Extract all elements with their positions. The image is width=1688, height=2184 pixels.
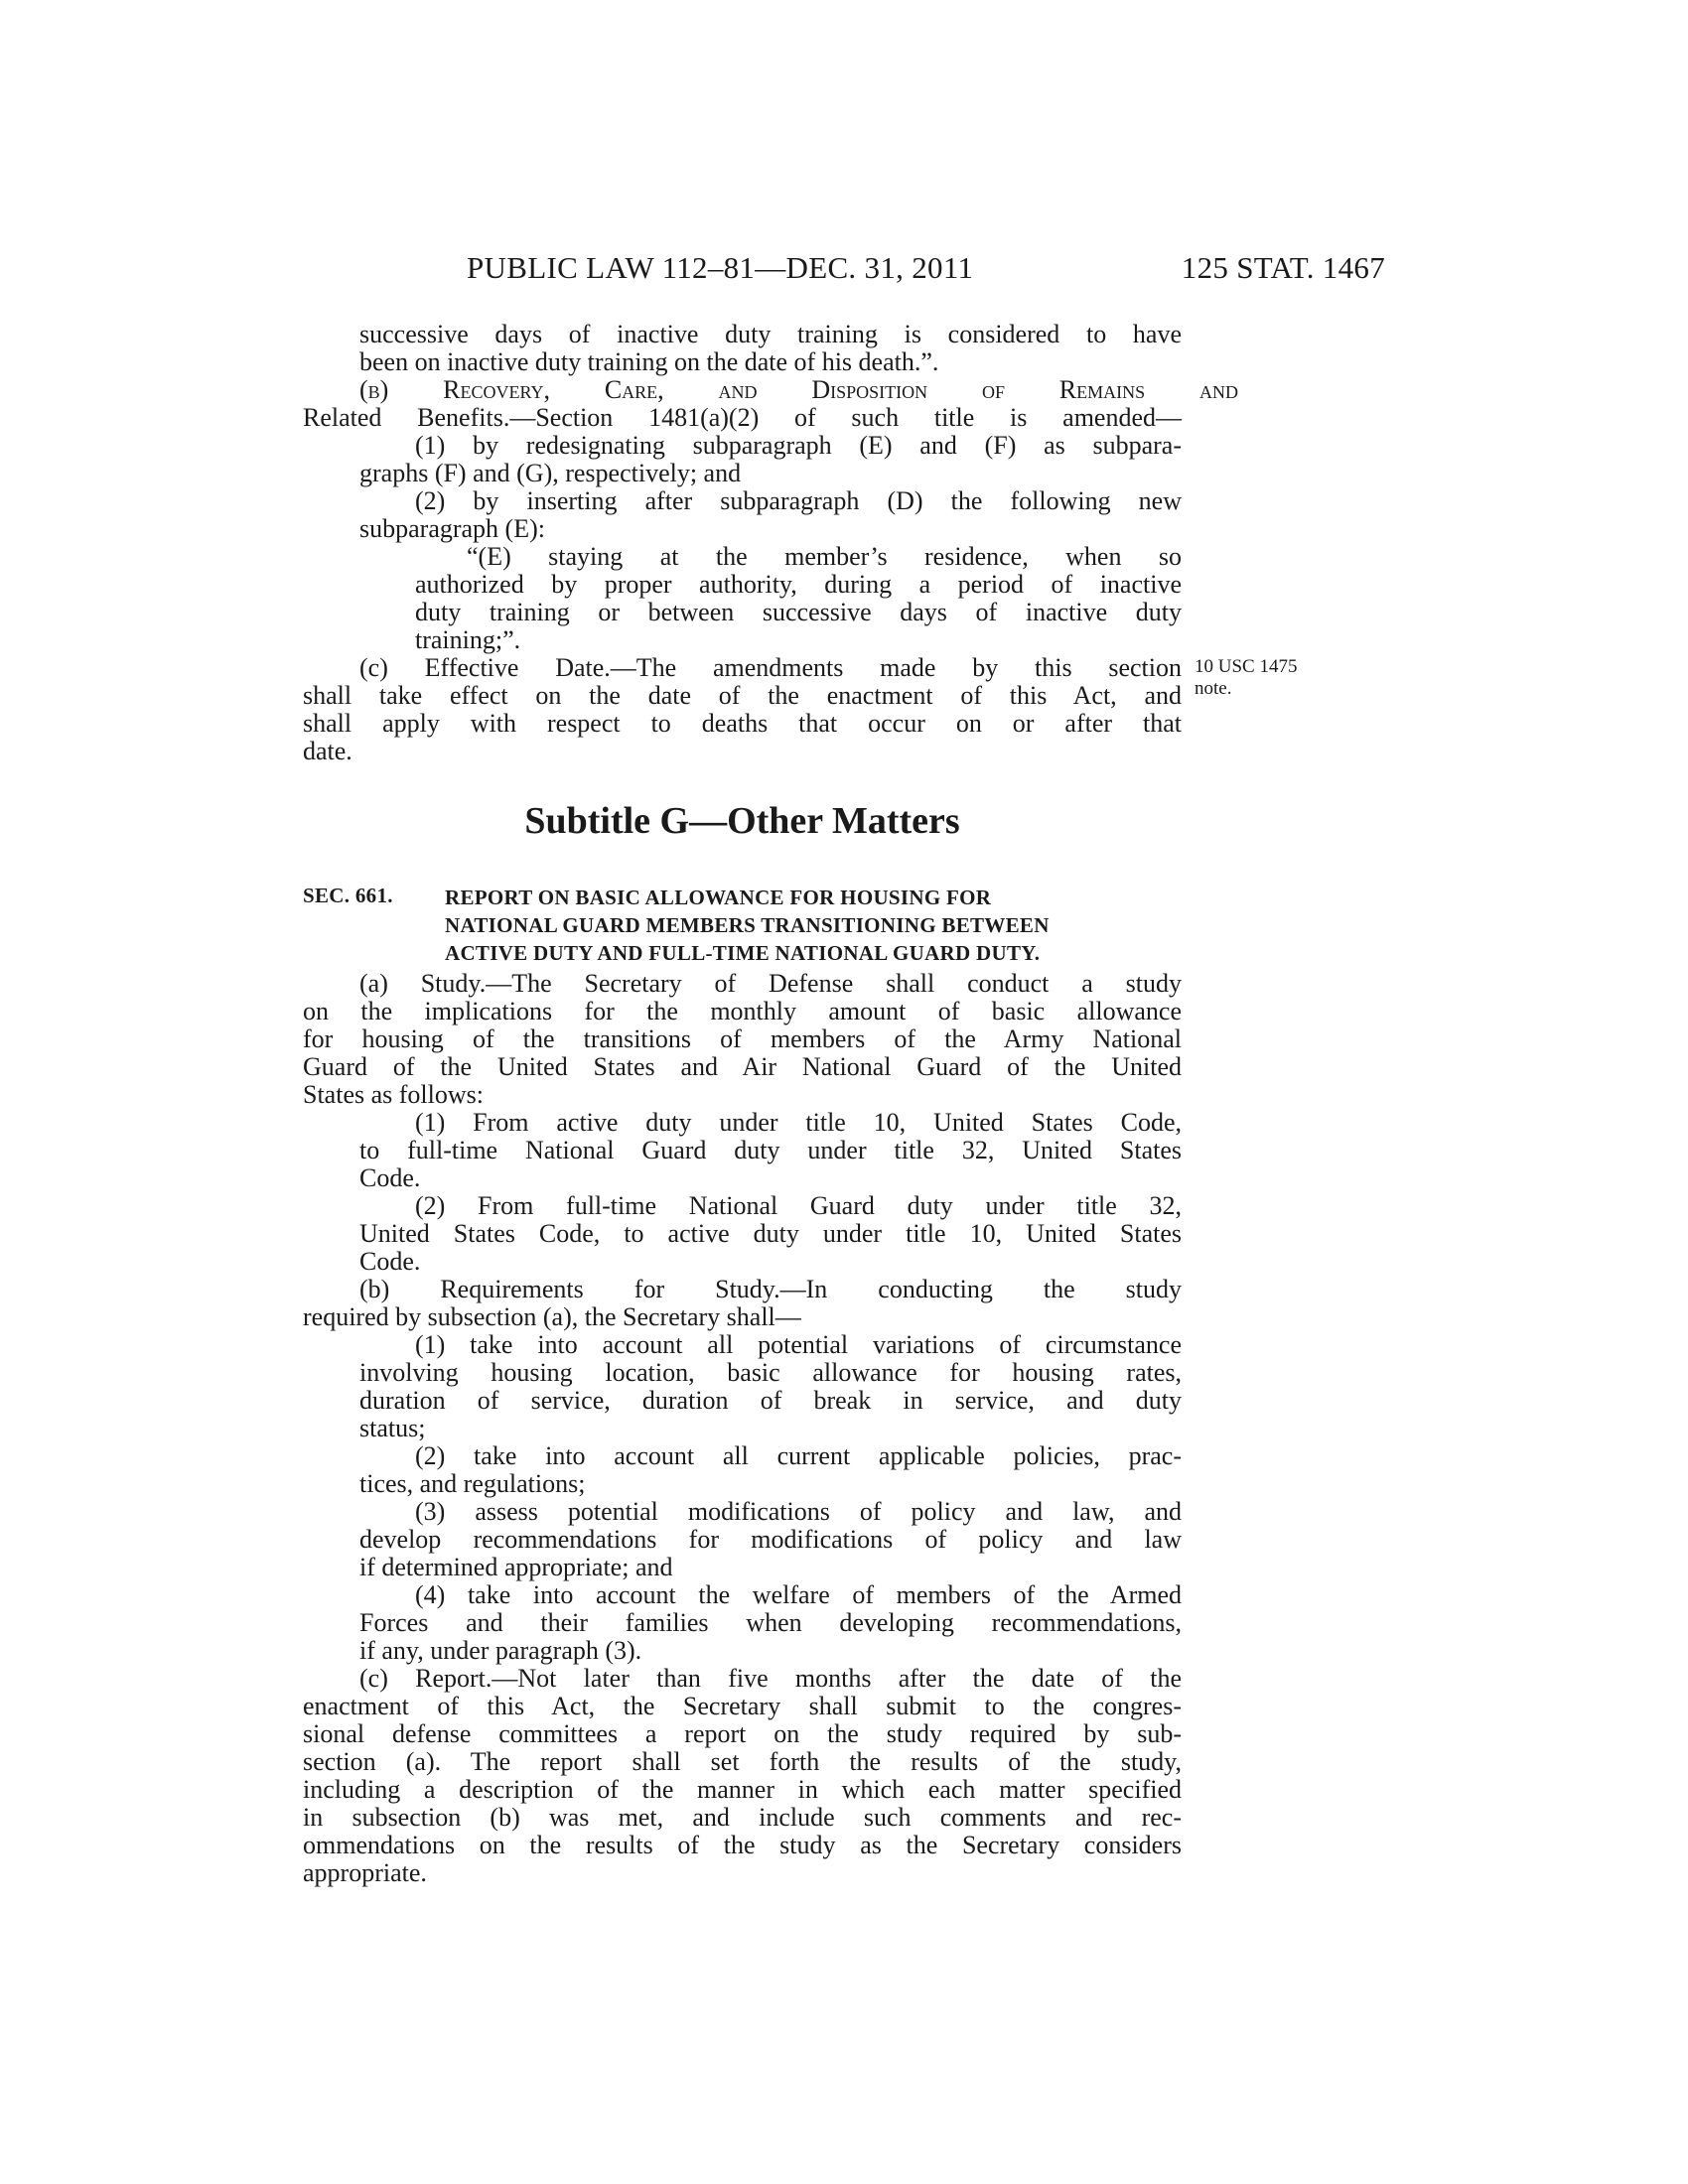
text-line: on the implications for the monthly amount of basic allowance: [303, 997, 1182, 1025]
text-line: shall take effect on the date of the enactment of this Act, and: [303, 681, 1182, 710]
text-line: involving housing location, basic allowance for housing rates,: [359, 1358, 1182, 1387]
text-line: Code.: [359, 1247, 421, 1276]
study-subsection-line: (a) Study.—The Secretary of Defense shall conduct a study: [359, 969, 1182, 998]
quoted-text-line: “(E) staying at the member’s residence, when so: [467, 542, 1182, 571]
section-body: [303, 970, 1182, 1887]
text-line: ommendations on the results of the study as the Secretary considers: [303, 1831, 1182, 1859]
text-line: date.: [303, 737, 352, 765]
margin-note-citation: 10 USC 1475: [1195, 656, 1298, 677]
section-heading: [303, 884, 1182, 967]
quoted-text-line: training;”.: [415, 625, 521, 654]
text-line: successive days of inactive duty training is considered to have: [359, 320, 1182, 348]
section-title-line: ACTIVE DUTY AND FULL-TIME NATIONAL GUARD DUTY.: [445, 941, 1041, 965]
text-line: Guard of the United States and Air National Guard of the United: [303, 1052, 1182, 1081]
text-line: been on inactive duty training on the date of his death.”.: [359, 347, 939, 376]
section-title-line: NATIONAL GUARD MEMBERS TRANSITIONING BETWEEN: [445, 913, 1050, 937]
text-line: Code.: [359, 1163, 421, 1192]
section-title-line: REPORT ON BASIC ALLOWANCE FOR HOUSING FOR: [445, 886, 992, 909]
text-line: appropriate.: [303, 1858, 427, 1887]
text-line: enactment of this Act, the Secretary shall submit to the congres-: [303, 1692, 1182, 1720]
text-line: (2) by inserting after subparagraph (D) the following new: [415, 486, 1182, 515]
paragraph-line: (3) assess potential modifications of policy and law, and: [415, 1497, 1182, 1526]
text-line: shall apply with respect to deaths that occur on or after that: [303, 709, 1182, 738]
text-line: if determined appropriate; and: [359, 1553, 673, 1581]
paragraph-line: (1) take into account all potential variations of circumstance: [415, 1330, 1182, 1359]
paragraph-line: (1) From active duty under title 10, United States Code,: [415, 1108, 1182, 1137]
section-number: SEC. 661.: [303, 884, 393, 907]
text-line: tices, and regulations;: [359, 1469, 586, 1498]
quoted-text-line: duty training or between successive days of inactive duty: [415, 598, 1182, 626]
text-line: status;: [359, 1414, 426, 1442]
text-line: subparagraph (E):: [359, 514, 545, 543]
text-line: including a description of the manner in which each matter specified: [303, 1775, 1182, 1804]
text-line: Forces and their families when developing recommendations,: [359, 1608, 1182, 1637]
report-subsection-line: (c) Report.—Not later than five months after the date of the: [359, 1664, 1182, 1693]
requirements-subsection-line: (b) Requirements for Study.—In conducting the study: [359, 1275, 1182, 1303]
effective-date-line: (c) Effective Date.—The amendments made by this section: [359, 653, 1182, 682]
text-line: (1) by redesignating subparagraph (E) and (F) as subpara-: [415, 431, 1182, 460]
statute-page-number: 125 STAT. 1467: [1181, 250, 1385, 285]
text-line: duration of service, duration of break in service, and duty: [359, 1386, 1182, 1415]
public-law-citation: PUBLIC LAW 112–81—DEC. 31, 2011: [467, 250, 974, 285]
text-line: Related Benefits.—Section 1481(a)(2) of such title is amended—: [303, 403, 1182, 432]
text-line: in subsection (b) was met, and include such comments and rec-: [303, 1803, 1182, 1832]
text-line: required by subsection (a), the Secretary shall—: [303, 1302, 801, 1331]
subsection-heading-line: (b) Recovery, Care, and Disposition of Remains and: [359, 375, 1238, 404]
text-line: for housing of the transitions of members of the Army National: [303, 1024, 1182, 1053]
paragraph-line: (2) From full-time National Guard duty under title 32,: [415, 1191, 1182, 1220]
text-line: if any, under paragraph (3).: [359, 1636, 642, 1665]
page-header: [303, 250, 1385, 290]
paragraph-line: (4) take into account the welfare of members of the Armed: [415, 1580, 1182, 1609]
text-line: States as follows:: [303, 1080, 484, 1109]
text-line: develop recommendations for modifications of policy and law: [359, 1525, 1182, 1554]
margin-note-suffix: note.: [1195, 678, 1232, 699]
text-line: graphs (F) and (G), respectively; and: [359, 459, 742, 487]
text-line: United States Code, to active duty under title 10, United States: [359, 1219, 1182, 1248]
subtitle-heading: Subtitle G—Other Matters: [524, 800, 960, 842]
margin-note: [1195, 656, 1297, 700]
text-line: section (a). The report shall set forth the results of the study,: [303, 1747, 1182, 1776]
quoted-text-line: authorized by proper authority, during a period of inactive: [415, 570, 1182, 599]
paragraph-line: (2) take into account all current applicable policies, prac-: [415, 1441, 1182, 1470]
text-line: to full-time National Guard duty under title 32, United States: [359, 1136, 1182, 1164]
text-line: sional defense committees a report on the study required by sub-: [303, 1719, 1182, 1748]
